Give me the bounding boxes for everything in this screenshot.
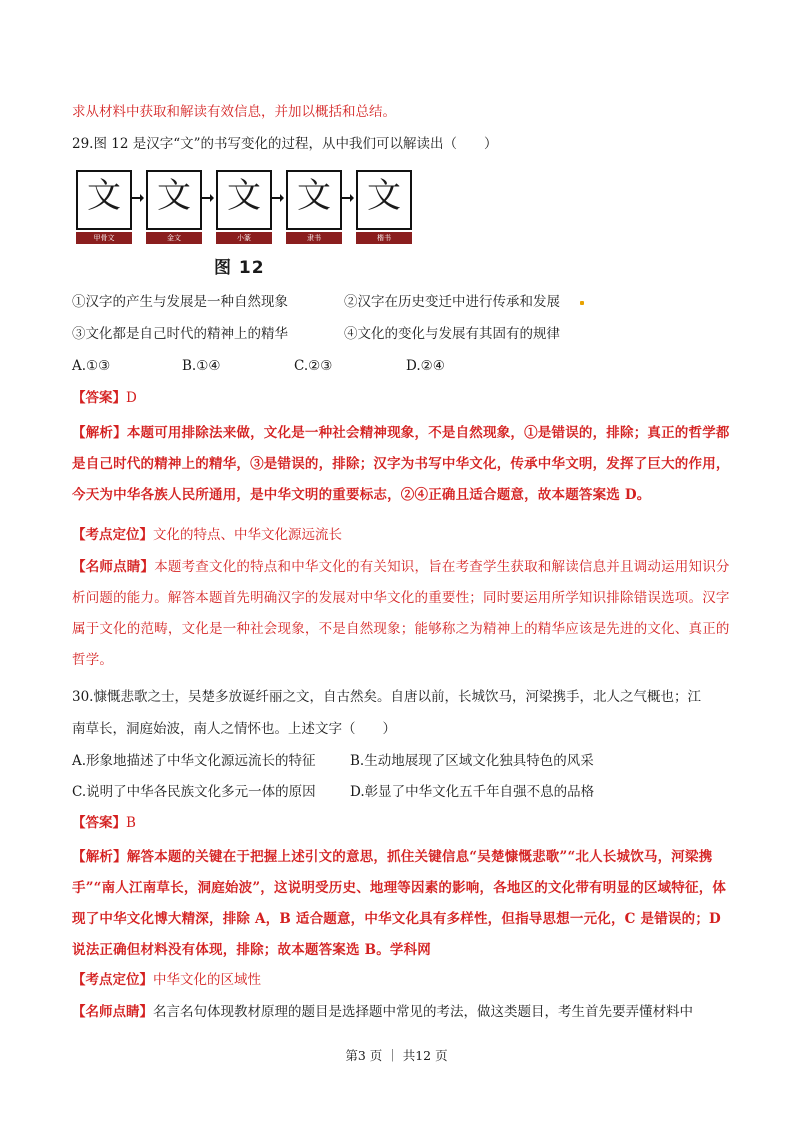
choice-c: C.说明了中华各民族文化多元一体的原因 <box>72 784 316 800</box>
choice-a: A.形象地描述了中华文化源远流长的特征 <box>72 753 316 769</box>
q29-choices <box>72 357 632 377</box>
glyph-label-clerical: 隶书 <box>286 232 342 244</box>
figure-12 <box>76 168 408 244</box>
analysis-tag: 【解析】 <box>72 425 127 441</box>
choice-b: B.生动地展现了区域文化独具特色的风采 <box>350 753 594 769</box>
choice-c: C.②③ <box>294 358 333 374</box>
marker-dot <box>580 301 584 305</box>
q30-analysis <box>72 842 732 966</box>
glyph-oracle: 文 <box>87 176 121 216</box>
answer-tag: 【答案】 <box>72 815 126 831</box>
q30-stem-line2: 南草长，洞庭始波，南人之情怀也。上述文字（ ） <box>72 721 396 737</box>
statement-3: ③文化都是自己时代的精神上的精华 <box>72 326 288 342</box>
q29-statements <box>72 293 632 343</box>
point-text: 文化的特点、中华文化源远流长 <box>153 527 342 543</box>
glyph-regular: 文 <box>367 176 401 216</box>
q30-answer <box>72 814 136 832</box>
q29-stem: 29.图 12 是汉字“文”的书写变化的过程，从中我们可以解读出（ ） <box>72 136 498 152</box>
choice-d: D.②④ <box>406 358 445 374</box>
arrow-icon <box>132 194 144 202</box>
glyph-bronze: 文 <box>157 176 191 216</box>
tips-tag: 【名师点睛】 <box>72 1004 153 1020</box>
tips-tag: 【名师点睛】 <box>72 559 155 575</box>
q30-point <box>72 971 261 989</box>
tips-text: 本题考查文化的特点和中华文化的有关知识，旨在考查学生获取和解读信息并且调动运用知识分析问题的能力。解答本题首先明确汉字的发展对中华文化的重要性；同时要运用所学知识排除错误选项。汉字属于文化的范畴，文化是一种社会现象，不是自然现象；能够称之为精神上的精华应该是先进的文化、真正的哲学。 <box>72 559 730 668</box>
intro-line: 求从材料中获取和解读有效信息，并加以概括和总结。 <box>72 104 396 120</box>
choice-d: D.彰显了中华文化五千年自强不息的品格 <box>350 784 595 800</box>
q29-analysis <box>72 418 732 511</box>
answer-value: D <box>126 390 137 406</box>
statement-1: ①汉字的产生与发展是一种自然现象 <box>72 294 288 310</box>
point-tag: 【考点定位】 <box>72 527 153 543</box>
arrow-icon <box>342 194 354 202</box>
q29-point <box>72 526 342 544</box>
q30-stem-line1: 30.慷慨悲歌之士，吴楚多放诞纤丽之文，自古然矣。自唐以前，长城饮马，河梁携手，北人之气概也；江 <box>72 689 701 705</box>
answer-value: B <box>126 815 136 831</box>
q30-tips <box>72 1003 693 1021</box>
glyph-box-regular <box>356 170 412 242</box>
point-text: 中华文化的区域性 <box>153 972 261 988</box>
answer-tag: 【答案】 <box>72 390 126 406</box>
glyph-label-regular: 楷书 <box>356 232 412 244</box>
glyph-seal: 文 <box>227 176 261 216</box>
glyph-clerical: 文 <box>297 176 331 216</box>
glyph-box-oracle <box>76 170 132 242</box>
analysis-tag: 【解析】 <box>72 849 127 865</box>
glyph-label-oracle: 甲骨文 <box>76 232 132 244</box>
page-footer: 第3 页 ｜ 共12 页 <box>345 1048 448 1063</box>
glyph-box-seal <box>216 170 272 242</box>
figure-caption: 图 12 <box>214 258 265 278</box>
analysis-text: 解答本题的关键在于把握上述引文的意思，抓住关键信息“吴楚慷慨悲歌”“北人长城饮马，河梁携手”“南人江南草长，洞庭始波”，这说明受历史、地理等因素的影响，各地区的文化带有明显的区域特征，体现了中华文化博大精深，排除 A，B 适合题意，中华文化具有多样性，但指导思想一元化，C 是错误的；D 说法正确但材料没有体现，排除；故本题答案选 B。学科网 <box>72 849 727 958</box>
glyph-box-clerical <box>286 170 342 242</box>
q29-tips <box>72 552 732 676</box>
glyph-label-bronze: 金文 <box>146 232 202 244</box>
analysis-text: 本题可用排除法来做，文化是一种社会精神现象，不是自然现象，①是错误的，排除；真正的哲学都是自己时代的精神上的精华，③是错误的，排除；汉字为书写中华文化，传承中华文明，发挥了巨大的作用，今天为中华各族人民所通用，是中华文明的重要标志，②④正确且适合题意，故本题答案选 D。 <box>72 425 730 503</box>
arrow-icon <box>272 194 284 202</box>
tips-text: 名言名句体现教材原理的题目是选择题中常见的考法，做这类题目，考生首先要弄懂材料中 <box>153 1004 693 1020</box>
choice-b: B.①④ <box>182 358 221 374</box>
q30-choices <box>72 752 632 802</box>
statement-2: ②汉字在历史变迁中进行传承和发展 <box>344 294 560 310</box>
arrow-icon <box>202 194 214 202</box>
glyph-label-seal: 小篆 <box>216 232 272 244</box>
statement-4: ④文化的变化与发展有其固有的规律 <box>344 326 560 342</box>
point-tag: 【考点定位】 <box>72 972 153 988</box>
q29-answer <box>72 389 137 407</box>
choice-a: A.①③ <box>72 358 111 374</box>
glyph-box-bronze <box>146 170 202 242</box>
